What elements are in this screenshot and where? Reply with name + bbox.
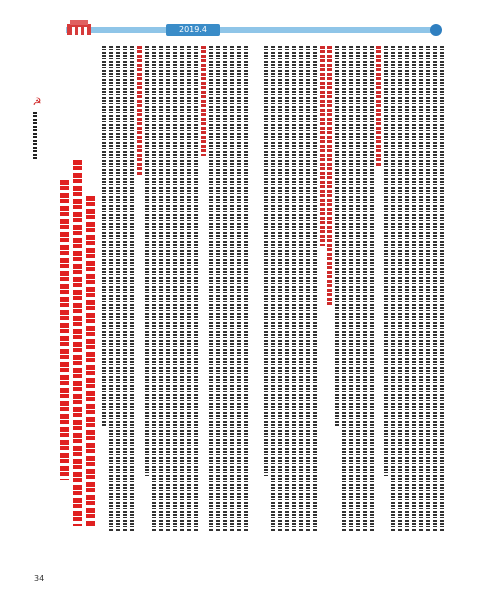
page-number: 34 xyxy=(34,574,45,583)
text-column xyxy=(173,46,177,532)
text-column xyxy=(278,46,282,532)
text-column xyxy=(180,46,184,532)
text-column xyxy=(384,46,388,476)
hammer-sickle-icon: ☭ xyxy=(32,97,42,108)
text-column xyxy=(216,46,220,532)
text-column xyxy=(391,46,395,532)
text-column xyxy=(152,46,156,532)
text-column xyxy=(370,46,374,532)
text-column xyxy=(306,46,310,532)
text-column xyxy=(209,46,213,532)
section-heading xyxy=(320,46,325,246)
text-column xyxy=(349,46,353,532)
text-column xyxy=(130,46,134,532)
text-column xyxy=(271,46,275,532)
text-column xyxy=(237,46,241,532)
text-column xyxy=(426,46,430,532)
text-column xyxy=(299,46,303,532)
text-column xyxy=(398,46,402,532)
text-column xyxy=(230,46,234,532)
section-heading xyxy=(137,46,142,176)
text-column xyxy=(102,46,106,426)
text-column xyxy=(440,46,444,532)
text-column xyxy=(223,46,227,532)
text-column xyxy=(194,46,198,532)
section-heading xyxy=(201,46,206,156)
article-title xyxy=(60,180,69,480)
text-column xyxy=(285,46,289,532)
header-strip xyxy=(66,27,440,33)
text-column xyxy=(123,46,127,532)
text-column xyxy=(187,46,191,532)
text-column xyxy=(109,46,113,532)
text-column xyxy=(244,46,248,532)
text-column xyxy=(405,46,409,532)
article-title xyxy=(86,196,95,526)
issue-label: 2019.4 xyxy=(166,24,220,36)
text-column xyxy=(166,46,170,532)
text-column xyxy=(159,46,163,532)
header-banner xyxy=(66,24,454,36)
article-title xyxy=(73,160,82,526)
text-column xyxy=(356,46,360,532)
text-column xyxy=(342,46,346,532)
building-logo-icon xyxy=(66,18,92,36)
text-column xyxy=(433,46,437,532)
header-dot-icon xyxy=(430,24,442,36)
text-column xyxy=(419,46,423,532)
text-column xyxy=(292,46,296,532)
text-column xyxy=(335,46,339,426)
text-column xyxy=(363,46,367,532)
text-column xyxy=(313,46,317,532)
section-heading xyxy=(376,46,381,166)
text-column xyxy=(412,46,416,532)
section-heading xyxy=(327,46,332,306)
side-caption xyxy=(33,112,37,160)
text-column xyxy=(145,46,149,476)
text-column xyxy=(116,46,120,532)
text-column xyxy=(264,46,268,476)
